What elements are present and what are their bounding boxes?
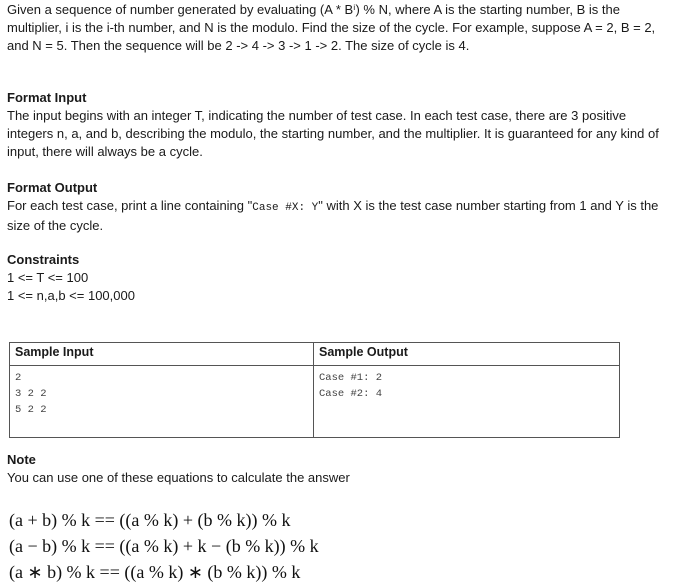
equations — [9, 507, 319, 585]
sample-output-line: Case #1: 2 — [319, 372, 383, 384]
equation-subtract: (a − b) % k == ((a % k) + k − (b % k)) % k — [9, 536, 319, 556]
sample-output-cell — [314, 366, 620, 438]
format-input-title: Format Input — [7, 90, 87, 105]
equation-add: (a + b) % k == ((a % k) + (b % k)) % k — [9, 510, 291, 530]
sample-input-header: Sample Input — [10, 343, 314, 366]
constraint-line: 1 <= T <= 100 — [7, 270, 89, 285]
sample-input-line: 3 2 2 — [15, 388, 47, 400]
format-input-section — [7, 89, 667, 161]
constraints-title: Constraints — [7, 252, 80, 267]
format-output-code: Case #X: Y — [252, 202, 319, 214]
equation-multiply: (a ∗ b) % k == ((a % k) ∗ (b % k)) % k — [9, 562, 301, 582]
sample-table — [9, 342, 620, 438]
format-output-section — [7, 179, 667, 235]
note-section — [7, 451, 667, 487]
note-title: Note — [7, 452, 36, 467]
constraints-section — [7, 251, 667, 305]
sample-output-line: Case #2: 4 — [319, 388, 383, 400]
constraint-line: 1 <= n,a,b <= 100,000 — [7, 288, 135, 303]
format-input-text: The input begins with an integer T, indicating the number of test case. In each test case, there are 3 positive integers n, a, and b, describing the modulo, the starting number, and the multiplier. It is guaranteed for any kind of input, there will always be a cycle. — [7, 108, 659, 159]
format-output-text-before: For each test case, print a line containing " — [7, 198, 253, 213]
sample-output-header: Sample Output — [314, 343, 620, 366]
sample-input-line: 2 — [15, 372, 22, 384]
intro-paragraph: Given a sequence of number generated by evaluating (A * Bⁱ) % N, where A is the starting number, B is the multiplier, i is the i-th number, and N is the modulo. Find the size of the cycle. For example, suppose A = 2, B = 2, and N = 5. Then the sequence will be 2 -> 4 -> 3 -> 1 -> 2. The size of cycle is 4. — [7, 2, 656, 53]
format-output-text — [7, 197, 667, 235]
format-output-text-after: " with X is the test case number starting from 1 and Y is the size of the cycle. — [7, 198, 659, 233]
format-output-title: Format Output — [7, 180, 98, 195]
sample-input-line: 5 2 2 — [15, 404, 47, 416]
sample-input-cell — [10, 366, 314, 438]
note-text: You can use one of these equations to calculate the answer — [7, 470, 350, 485]
